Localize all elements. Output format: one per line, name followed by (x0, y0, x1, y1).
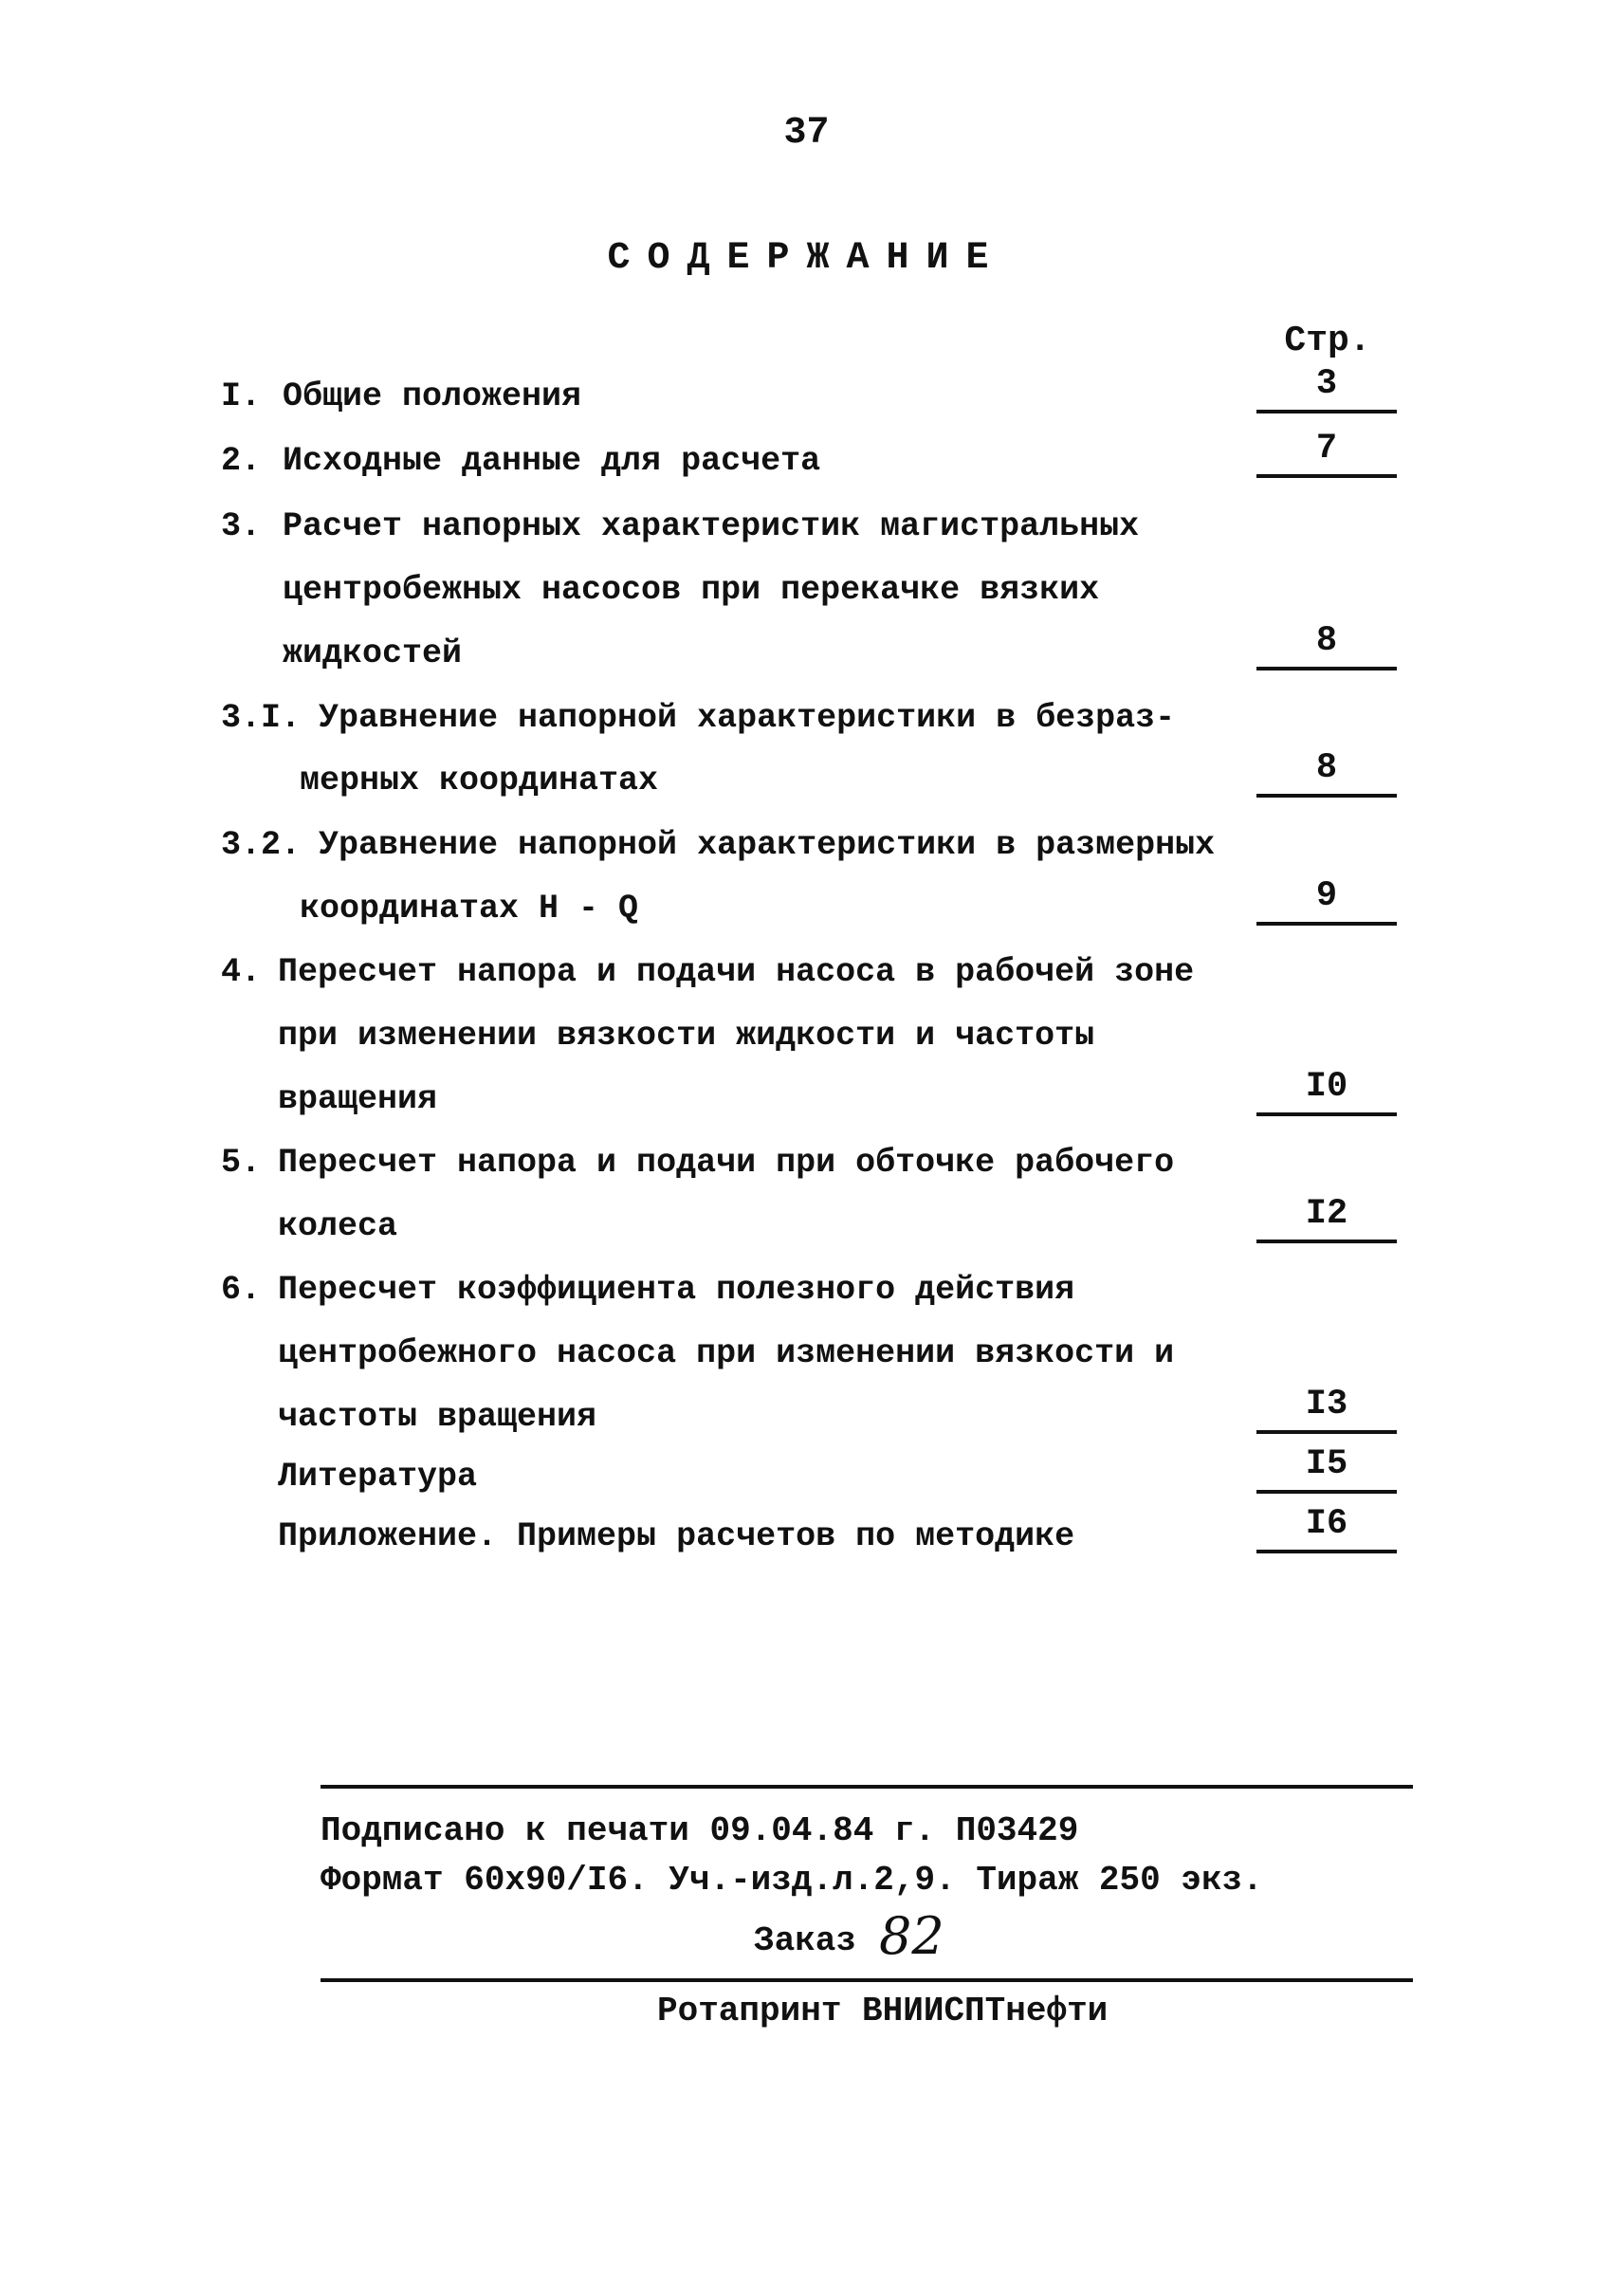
toc-entry-title: мерных координатах (300, 762, 659, 799)
toc-entry-literature (0, 1444, 1613, 1505)
imprint-order-line (754, 1906, 944, 1966)
toc-entry-number: 3.2. (221, 826, 302, 864)
toc-entry-title: частоты вращения (278, 1398, 597, 1436)
toc-entry-title: Расчет напорных характеристик магистральных (283, 507, 1140, 545)
toc-entry-title: Уравнение напорной характеристики в безраз- (319, 699, 1176, 737)
toc-entry-page: 8 (1256, 743, 1397, 798)
toc-entry-5-line-2 (0, 1194, 1613, 1255)
toc-entry-4-line-2 (0, 1007, 1613, 1064)
toc-entry-6 (0, 1261, 1613, 1318)
page-number: 37 (783, 112, 830, 155)
toc-entry-number: 4. (221, 953, 262, 991)
toc-entry-title: Пересчет коэффициента полезного действия (278, 1271, 1075, 1309)
toc-entry-page: I0 (1256, 1061, 1397, 1116)
toc-entry-3 (0, 498, 1613, 555)
toc-entry-page: 9 (1256, 871, 1397, 926)
toc-entry-page: I2 (1256, 1188, 1397, 1243)
toc-entry-title: Пересчет напора и подачи при обточке рабочего (278, 1144, 1175, 1182)
toc-entry-4-line-3 (0, 1067, 1613, 1128)
toc-entry-title: колеса (278, 1207, 398, 1245)
toc-entry-2 (0, 429, 1613, 489)
toc-entry-page: I3 (1256, 1379, 1397, 1434)
toc-entry-title: Пересчет напора и подачи насоса в рабочей зоне (278, 953, 1195, 991)
toc-entry-appendix (0, 1504, 1613, 1565)
toc-entry-title: центробежного насоса при изменении вязкости и (278, 1334, 1175, 1372)
toc-entry-5 (0, 1134, 1613, 1191)
toc-entry-title: Приложение. Примеры расчетов по методике (278, 1517, 1075, 1555)
toc-entry-title: центробежных насосов при перекачке вязких (283, 571, 1100, 609)
toc-entry-number: 6. (221, 1271, 262, 1309)
toc-entry-page: 3 (1256, 358, 1397, 413)
toc-entry-1 (0, 364, 1613, 425)
order-number: 82 (879, 1906, 944, 1966)
imprint-format-line: Формат 60х90/I6. Уч.-изд.л.2,9. Тираж 250 экз. (321, 1861, 1263, 1900)
toc-entry-3-2-line-2 (0, 876, 1613, 937)
toc-entry-6-line-2 (0, 1325, 1613, 1382)
toc-entry-3-line-3 (0, 621, 1613, 682)
toc-entry-3-line-2 (0, 561, 1613, 618)
imprint-bottom-rule (321, 1978, 1413, 1982)
toc-entry-page: I5 (1256, 1439, 1397, 1494)
toc-entry-title: Исходные данные для расчета (283, 442, 821, 480)
toc-entry-6-line-3 (0, 1385, 1613, 1445)
toc-entry-page: I6 (1256, 1498, 1397, 1553)
toc-entry-number: 3.I. (221, 699, 302, 737)
toc-entry-3-1 (0, 689, 1613, 746)
toc-entry-number: I. (221, 377, 262, 415)
toc-entry-page: 8 (1256, 615, 1397, 670)
toc-entry-3-2 (0, 817, 1613, 873)
toc-entry-title: вращения (278, 1080, 438, 1118)
order-label: Заказ (754, 1921, 857, 1960)
toc-entry-title: Литература (278, 1458, 478, 1496)
toc-entry-page: 7 (1256, 423, 1397, 478)
page-column-header: Стр. (1284, 321, 1371, 361)
toc-entry-number: 3. (221, 507, 262, 545)
imprint-printer-line: Ротапринт ВНИИСПТнефти (657, 1992, 1109, 2030)
toc-entry-title: жидкостей (283, 634, 463, 672)
page-title: СОДЕРЖАНИЕ (607, 237, 1006, 280)
toc-entry-title: при изменении вязкости жидкости и частоты (278, 1017, 1095, 1055)
imprint-signed-line: Подписано к печати 09.04.84 г. П03429 (321, 1811, 1079, 1850)
toc-entry-title: Уравнение напорной характеристики в размерных (319, 826, 1216, 864)
toc-entry-4 (0, 944, 1613, 1001)
toc-entry-number: 2. (221, 442, 262, 480)
toc-entry-3-1-line-2 (0, 748, 1613, 809)
toc-entry-title: Общие положения (283, 377, 582, 415)
imprint-top-rule (321, 1785, 1413, 1789)
toc-entry-number: 5. (221, 1144, 262, 1182)
toc-entry-title: координатах Н - Q (300, 890, 639, 928)
